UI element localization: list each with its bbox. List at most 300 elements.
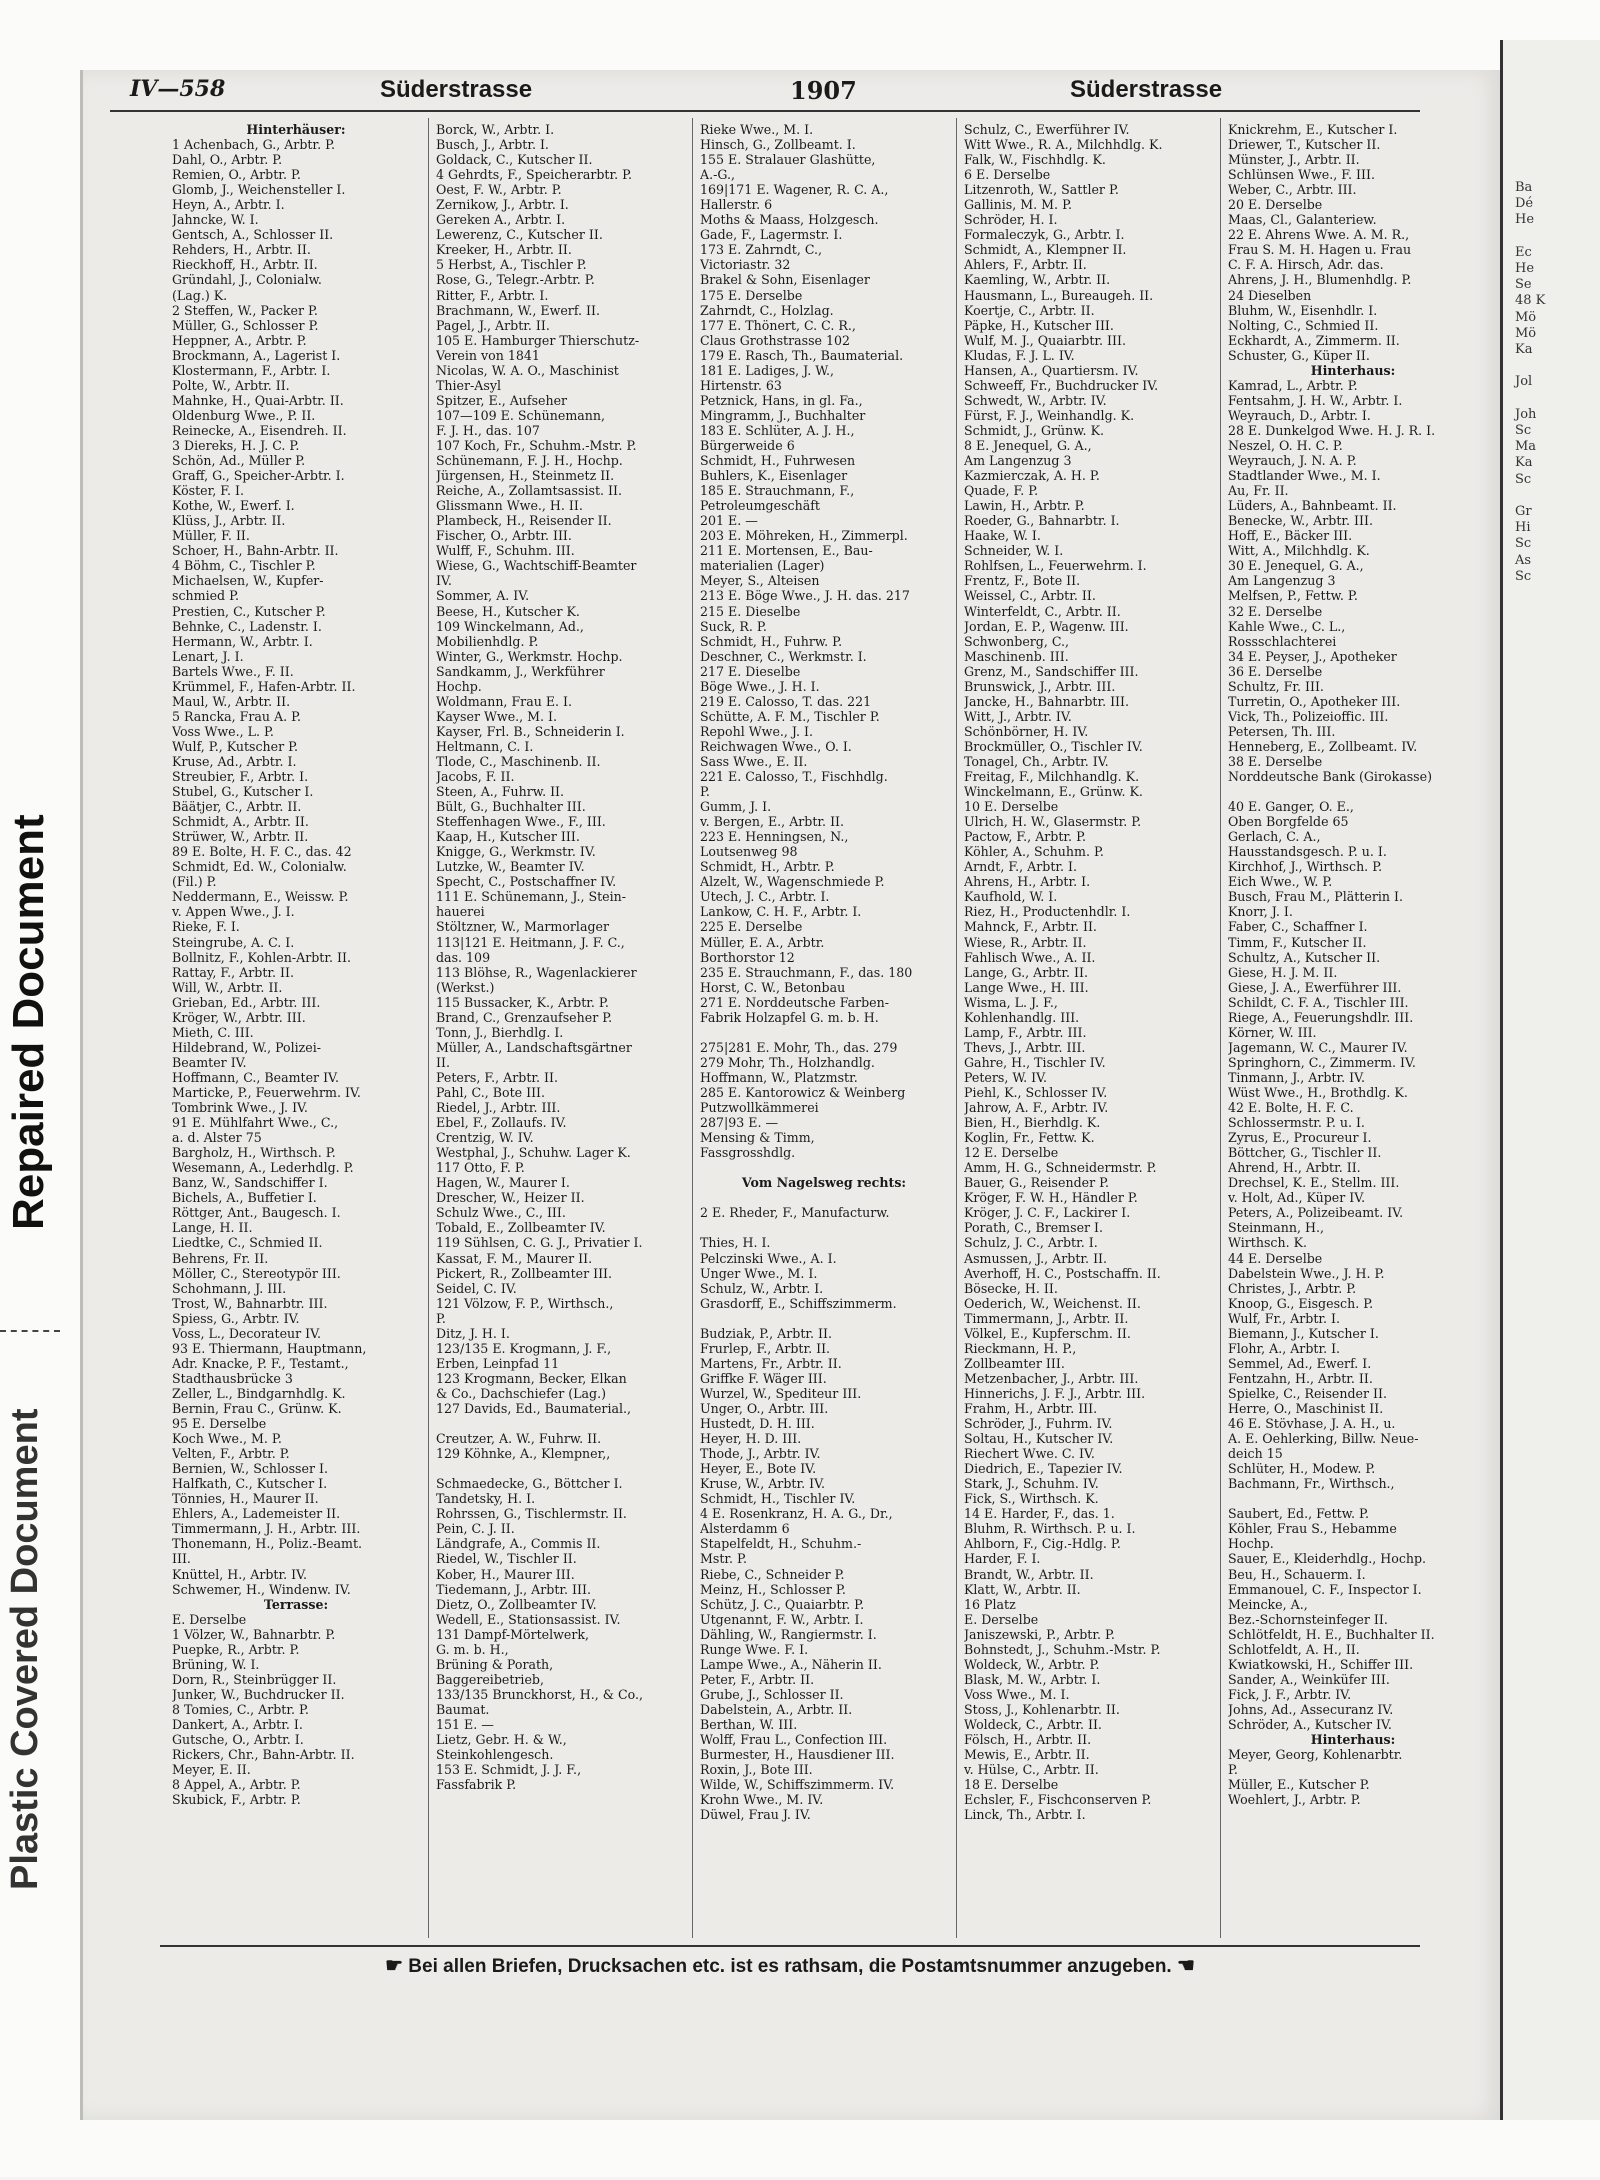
- directory-entry: 111 E. Schünemann, J., Stein-: [436, 889, 627, 905]
- directory-entry: Loutsenweg 98: [700, 844, 798, 860]
- directory-entry: Baumat.: [436, 1701, 490, 1717]
- directory-entry: Heppner, A., Arbtr. P.: [172, 332, 307, 348]
- directory-entry: Köhler, A., Schuhm. P.: [964, 844, 1104, 860]
- directory-entry: Wilde, W., Schiffszimmerm. IV.: [700, 1777, 895, 1793]
- directory-entry: Petroleumgeschäft: [700, 498, 820, 514]
- directory-column-1: [172, 122, 420, 1807]
- directory-entry: Klostermann, F., Arbtr. I.: [172, 362, 331, 378]
- directory-entry: Haake, W. I.: [964, 528, 1041, 544]
- directory-entry: Kassat, F. M., Maurer II.: [436, 1250, 593, 1266]
- directory-entry: Schlüter, H., Modew. P.: [1228, 1461, 1376, 1477]
- directory-entry: Winter, G., Werkmstr. Hochp.: [436, 648, 623, 664]
- adjacent-entry: Mö: [1515, 309, 1537, 325]
- directory-entry: Brakel & Sohn, Eisenlager: [700, 272, 870, 288]
- directory-entry: Knickrehm, E., Kutscher I.: [1228, 122, 1398, 137]
- pointing-hand-icon: ☚: [1177, 1955, 1195, 1977]
- directory-entry: Nicolas, W. A. O., Maschinist: [436, 362, 619, 378]
- page-footer: [160, 1945, 1420, 1978]
- directory-entry: 275|281 E. Mohr, Th., das. 279: [700, 1039, 898, 1055]
- directory-entry: Frahm, H., Arbtr. III.: [964, 1400, 1098, 1416]
- directory-entry: Wüst Wwe., H., Brothdlg. K.: [1228, 1085, 1408, 1100]
- directory-entry: Graff, G., Speicher-Arbtr. I.: [172, 468, 345, 484]
- directory-entry: Blask, M. W., Arbtr. I.: [964, 1671, 1101, 1687]
- directory-entry: 22 E. Ahrens Wwe. A. M. R.,: [1228, 227, 1410, 243]
- directory-entry: Kothe, W., Ewerf. I.: [172, 498, 295, 514]
- directory-entry: Ritter, F., Arbtr. I.: [436, 287, 549, 303]
- directory-entry: Dankert, A., Arbtr. I.: [172, 1716, 303, 1732]
- directory-entry: P.: [436, 1310, 446, 1326]
- directory-entry: 287|93 E. —: [700, 1115, 779, 1131]
- directory-entry: 179 E. Rasch, Th., Baumaterial.: [700, 347, 904, 363]
- directory-entry: Fassfabrik P.: [436, 1777, 517, 1793]
- directory-entry: Mingramm, J., Buchhalter: [700, 407, 866, 423]
- directory-entry: Polte, W., Arbtr. II.: [172, 377, 290, 393]
- directory-entry: Jagemann, W. C., Maurer IV.: [1228, 1039, 1408, 1055]
- directory-entry: Dahl, O., Arbtr. P.: [172, 152, 283, 168]
- directory-entry: 225 E. Derselbe: [700, 919, 803, 935]
- directory-entry: 8 Tomies, C., Arbtr. P.: [172, 1701, 309, 1717]
- directory-entry: Bernin, Frau C., Grünw. K.: [172, 1400, 342, 1416]
- directory-entry: Metzenbacher, J., Arbtr. III.: [964, 1370, 1139, 1386]
- directory-entry: Fentsahm, J. H. W., Arbtr. I.: [1228, 392, 1403, 408]
- directory-entry: Bartels Wwe., F. II.: [172, 663, 294, 679]
- directory-entry: Winckelmann, E., Grünw. K.: [964, 784, 1143, 800]
- directory-entry: Maas, Cl., Galanteriew.: [1228, 212, 1377, 228]
- directory-entry: Meyer, Georg, Kohlenarbtr.: [1228, 1747, 1403, 1763]
- directory-entry: 28 E. Dunkelgod Wwe. H. J. R. I.: [1228, 422, 1436, 438]
- directory-entry: Schröder, J., Fuhrm. IV.: [964, 1416, 1113, 1432]
- directory-entry: Lampe Wwe., A., Näherin II.: [700, 1656, 882, 1672]
- directory-entry: Busch, Frau M., Plätterin I.: [1228, 889, 1404, 905]
- directory-entry: Westphal, J., Schuhw. Lager K.: [436, 1145, 631, 1161]
- directory-entry: Thier-Asyl: [436, 377, 501, 393]
- street-title-right: Süderstrasse: [1070, 76, 1223, 103]
- divider: [0, 1330, 60, 1332]
- directory-entry: Schmaedecke, G., Böttcher I.: [436, 1476, 623, 1492]
- directory-entry: 4 Gehrdts, F., Speicherarbtr. P.: [436, 167, 633, 183]
- directory-entry: Müller, G., Schlosser P.: [172, 317, 319, 333]
- directory-entry: Beamter IV.: [172, 1054, 247, 1070]
- directory-entry: Hochp.: [436, 678, 482, 694]
- directory-entry: Unger Wwe., M. I.: [700, 1265, 818, 1281]
- directory-entry: Rickers, Chr., Bahn-Arbtr. II.: [172, 1747, 355, 1763]
- directory-entry: Riege, A., Feuerungshdlr. III.: [1228, 1009, 1414, 1025]
- directory-entry: Thode, J., Arbtr. IV.: [700, 1446, 821, 1462]
- directory-entry: Junker, W., Buchdrucker II.: [172, 1686, 345, 1702]
- directory-entry: 235 E. Strauchmann, F., das. 180: [700, 964, 913, 980]
- directory-entry: Hansen, A., Quartiersm. IV.: [964, 362, 1139, 378]
- directory-entry: Mahnke, H., Quai-Arbtr. II.: [172, 392, 344, 408]
- directory-entry: Tobald, E., Zollbeamter IV.: [436, 1220, 606, 1236]
- directory-entry: [700, 1160, 948, 1175]
- directory-entry: Bluhm, R. Wirthsch. P. u. I.: [964, 1521, 1136, 1537]
- directory-entry: 34 E. Peyser, J., Apotheker: [1228, 648, 1397, 664]
- directory-entry: Bösecke, H. II.: [964, 1280, 1058, 1296]
- directory-entry: 16 Platz: [964, 1596, 1016, 1612]
- directory-entry: Fick, J. F., Arbtr. IV.: [1228, 1686, 1352, 1702]
- directory-entry: Bohnstedt, J., Schuhm.-Mstr. P.: [964, 1641, 1161, 1657]
- directory-entry: Oederich, W., Weichenst. II.: [964, 1295, 1141, 1311]
- directory-entry: Will, W., Arbtr. II.: [172, 979, 283, 995]
- directory-entry: Oldenburg Wwe., P. II.: [172, 407, 316, 423]
- directory-entry: 8 Appel, A., Arbtr. P.: [172, 1777, 301, 1793]
- directory-entry: Saubert, Ed., Fettw. P.: [1228, 1506, 1369, 1522]
- directory-entry: Müller, A., Landschaftsgärtner: [436, 1039, 632, 1055]
- directory-entry: Jordan, E. P., Wagenw. III.: [964, 618, 1129, 634]
- directory-entry: Peters, F., Arbtr. II.: [436, 1069, 558, 1085]
- directory-entry: Schulz Wwe., C., III.: [436, 1205, 566, 1221]
- directory-entry: Petznick, Hans, in gl. Fa.,: [700, 392, 863, 408]
- directory-entry: Zyrus, E., Procureur I.: [1228, 1130, 1372, 1146]
- directory-entry: Schmidt, H., Tischler IV.: [700, 1491, 856, 1507]
- adjacent-entry: [1515, 358, 1600, 374]
- directory-entry: Utgenannt, F. W., Arbtr. I.: [700, 1611, 864, 1627]
- directory-entry: Borck, W., Arbtr. I.: [436, 122, 555, 137]
- directory-entry: Hinnerichs, J. F. J., Arbtr. III.: [964, 1385, 1146, 1401]
- directory-entry: Bäätjer, C., Arbtr. II.: [172, 799, 302, 815]
- directory-entry: Hinterhäuser:: [246, 122, 346, 137]
- directory-entry: 5 Herbst, A., Tischler P.: [436, 257, 587, 273]
- directory-entry: 89 E. Bolte, H. F. C., das. 42: [172, 844, 352, 860]
- directory-entry: 285 E. Kantorowicz & Weinberg: [700, 1085, 906, 1100]
- directory-entry: 18 E. Derselbe: [964, 1777, 1059, 1793]
- directory-entry: Schmidt, A., Klempner II.: [964, 242, 1127, 258]
- directory-entry: Amm, H. G., Schneidermstr. P.: [964, 1160, 1157, 1176]
- directory-entry: Päpke, H., Kutscher III.: [964, 317, 1114, 333]
- adjacent-entry: Ka: [1515, 455, 1533, 471]
- directory-entry: Schönbörner, H. IV.: [964, 723, 1089, 739]
- directory-entry: Ehlers, A., Lademeister II.: [172, 1506, 341, 1522]
- directory-entry: Dietz, O., Zollbeamter IV.: [436, 1596, 597, 1612]
- directory-entry: Kayser Wwe., M. I.: [436, 708, 558, 724]
- directory-entry: Soltau, H., Kutscher IV.: [964, 1431, 1114, 1447]
- directory-entry: 5 Rancka, Frau A. P.: [172, 708, 302, 724]
- directory-entry: 223 E. Henningsen, N.,: [700, 829, 849, 845]
- directory-entry: Weissel, C., Arbtr. II.: [964, 588, 1096, 604]
- directory-entry: Voss, L., Decorateur IV.: [172, 1325, 322, 1341]
- directory-entry: Schultz, Fr. III.: [1228, 678, 1324, 694]
- directory-entry: Ebel, F., Zollaufs. IV.: [436, 1115, 567, 1131]
- directory-entry: Bernien, W., Schlosser I.: [172, 1461, 328, 1477]
- adjacent-entry: [1515, 229, 1600, 245]
- directory-entry: Hermann, W., Arbtr. I.: [172, 633, 313, 649]
- directory-entry: Piehl, K., Schlosser IV.: [964, 1085, 1108, 1100]
- directory-entry: 14 E. Harder, F., das. 1.: [964, 1506, 1115, 1522]
- directory-entry: Fabrik Holzapfel G. m. b. H.: [700, 1009, 879, 1025]
- directory-entry: a. d. Alster 75: [172, 1130, 262, 1146]
- directory-entry: Driewer, T., Kutscher II.: [1228, 137, 1381, 153]
- directory-entry: [700, 1311, 948, 1326]
- directory-entry: Melfsen, P., Fettw. P.: [1228, 588, 1358, 604]
- directory-entry: 12 E. Derselbe: [964, 1145, 1059, 1161]
- directory-entry: Wisma, L. J. F.,: [964, 994, 1058, 1010]
- directory-entry: Gutsche, O., Arbtr. I.: [172, 1732, 304, 1748]
- directory-entry: Hausmann, L., Bureaugeh. II.: [964, 287, 1154, 303]
- directory-entry: Bargholz, H., Wirthsch. P.: [172, 1145, 336, 1161]
- directory-entry: 271 E. Norddeutsche Farben-: [700, 994, 889, 1010]
- directory-entry: Voss Wwe., M. I.: [964, 1686, 1070, 1702]
- directory-entry: Schön, Ad., Müller P.: [172, 453, 306, 469]
- directory-entry: Gerlach, C. A.,: [1228, 829, 1321, 845]
- directory-entry: Am Langenzug 3: [1228, 573, 1336, 589]
- directory-entry: A.-G.,: [700, 167, 735, 183]
- directory-entry: Dorn, R., Steinbrügger II.: [172, 1671, 337, 1687]
- directory-entry: 109 Winckelmann, Ad.,: [436, 618, 584, 634]
- directory-entry: Formaleczyk, G., Arbtr. I.: [964, 227, 1125, 243]
- directory-entry: Heyer, H. D. III.: [700, 1431, 802, 1447]
- directory-entry: Schlünsen Wwe., F. III.: [1228, 167, 1375, 183]
- directory-entry: Ahrens, J. H., Blumenhdlg. P.: [1228, 272, 1412, 288]
- directory-entry: 1 Völzer, W., Bahnarbtr. P.: [172, 1626, 336, 1642]
- directory-entry: Schuster, G., Küper II.: [1228, 347, 1370, 363]
- directory-entry: Schmidt, Ed. W., Colonialw.: [172, 859, 347, 875]
- directory-entry: Ahrend, H., Arbtr. II.: [1228, 1160, 1361, 1176]
- directory-entry: Thonemann, H., Poliz.-Beamt.: [172, 1536, 363, 1552]
- directory-entry: Herre, O., Maschinist II.: [1228, 1400, 1384, 1416]
- directory-entry: Weyrauch, J. N. A. P.: [1228, 453, 1357, 469]
- directory-entry: F. J. H., das. 107: [436, 422, 540, 438]
- directory-entry: Winterfeldt, C., Arbtr. II.: [964, 603, 1121, 619]
- directory-entry: Faber, C., Schaffner I.: [1228, 919, 1368, 935]
- directory-entry: Münster, J., Arbtr. II.: [1228, 152, 1360, 168]
- directory-entry: Banz, W., Sandschiffer I.: [172, 1175, 328, 1191]
- directory-entry: Kayser, Frl. B., Schneiderin I.: [436, 723, 625, 739]
- directory-entry: Lamp, F., Arbtr. III.: [964, 1024, 1087, 1040]
- directory-entry: Lange, G., Arbtr. II.: [964, 964, 1088, 980]
- directory-entry: Möller, C., Stereotypör III.: [172, 1265, 341, 1281]
- directory-entry: Bollnitz, F., Kohlen-Arbtr. II.: [172, 949, 351, 965]
- column-divider: [956, 118, 957, 1938]
- directory-entry: Pahl, C., Bote III.: [436, 1085, 546, 1100]
- directory-entry: Spiess, G., Arbtr. IV.: [172, 1310, 300, 1326]
- directory-entry: Jahrow, A. F., Arbtr. IV.: [964, 1100, 1109, 1116]
- directory-entry: Schneider, W. I.: [964, 543, 1064, 559]
- directory-entry: Rose, G., Telegr.-Arbtr. P.: [436, 272, 595, 288]
- directory-entry: Gründahl, J., Colonialw.: [172, 272, 322, 288]
- directory-entry: Budziak, P., Arbtr. II.: [700, 1325, 832, 1341]
- directory-entry: Rohlfsen, L., Feuerwehrm. I.: [964, 558, 1147, 574]
- directory-entry: Schwemer, H., Windenw. IV.: [172, 1581, 351, 1597]
- directory-entry: Gentsch, A., Schlosser II.: [172, 227, 334, 243]
- directory-entry: 38 E. Derselbe: [1228, 753, 1323, 769]
- directory-entry: Baggereibetrieb,: [436, 1671, 544, 1687]
- directory-entry: Skubick, F., Arbtr. P.: [172, 1792, 301, 1808]
- directory-entry: Schlossermstr. P. u. I.: [1228, 1115, 1365, 1131]
- directory-entry: Behnke, C., Ladenstr. I.: [172, 618, 322, 634]
- adjacent-entry: [1515, 488, 1600, 504]
- directory-entry: Reiche, A., Zollamtsassist. II.: [436, 483, 622, 499]
- adjacent-entry: Sc: [1515, 568, 1532, 584]
- directory-entry: Roxin, J., Bote III.: [700, 1762, 813, 1778]
- directory-entry: 215 E. Dieselbe: [700, 603, 801, 619]
- directory-entry: Victoriastr. 32: [700, 257, 791, 273]
- directory-entry: (Werkst.): [436, 979, 495, 995]
- directory-entry: Maschinenb. III.: [964, 648, 1069, 664]
- directory-entry: Grenz, M., Sandschiffer III.: [964, 663, 1139, 679]
- directory-entry: Bez.-Schornsteinfeger II.: [1228, 1611, 1388, 1627]
- directory-entry: 155 E. Stralauer Glashütte,: [700, 152, 876, 168]
- directory-entry: Glomb, J., Weichensteller I.: [172, 182, 346, 198]
- directory-entry: Hirtenstr. 63: [700, 377, 782, 393]
- directory-entry: Wiese, R., Arbtr. II.: [964, 934, 1087, 950]
- directory-entry: Röttger, Ant., Baugesch. I.: [172, 1205, 341, 1221]
- directory-entry: Spitzer, E., Aufseher: [436, 392, 568, 408]
- directory-entry: Goldack, C., Kutscher II.: [436, 152, 593, 168]
- directory-entry: Giese, J. A., Ewerführer III.: [1228, 979, 1402, 995]
- directory-entry: Woldeck, W., Arbtr. P.: [964, 1656, 1100, 1672]
- directory-entry: Schohmann, J. III.: [172, 1280, 287, 1296]
- directory-entry: Kohlenhandlg. III.: [964, 1009, 1080, 1025]
- directory-entry: Borthorstor 12: [700, 949, 795, 965]
- directory-entry: Fentzahn, H., Arbtr. II.: [1228, 1370, 1373, 1386]
- directory-entry: Fölsch, H., Arbtr. II.: [964, 1732, 1092, 1748]
- directory-entry: Riedel, J., Arbtr. III.: [436, 1100, 561, 1116]
- directory-entry: Meyer, S., Alteisen: [700, 573, 820, 589]
- directory-entry: Bien, H., Bierhdlg. K.: [964, 1115, 1101, 1131]
- directory-entry: Schlotfeldt, A. H., II.: [1228, 1641, 1360, 1657]
- directory-entry: 117 Otto, F. P.: [436, 1160, 525, 1176]
- directory-entry: C. F. A. Hirsch, Adr. das.: [1228, 257, 1384, 273]
- directory-entry: materialien (Lager): [700, 558, 825, 574]
- directory-entry: Adr. Knacke, P. F., Testamt.,: [172, 1355, 349, 1371]
- directory-entry: 121 Völzow, F. P., Wirthsch.,: [436, 1295, 614, 1311]
- directory-entry: Bürgerweide 6: [700, 437, 795, 453]
- directory-entry: Lawin, H., Arbtr. P.: [964, 498, 1085, 514]
- directory-entry: Lenart, J. I.: [172, 648, 244, 664]
- directory-entry: 127 Davids, Ed., Baumaterial.,: [436, 1400, 632, 1416]
- directory-entry: Brockmüller, O., Tischler IV.: [964, 738, 1143, 754]
- directory-entry: Wulf, P., Kutscher P.: [172, 738, 299, 754]
- directory-entry: Hoffmann, W., Platzmstr.: [700, 1069, 858, 1085]
- directory-entry: Remien, O., Arbtr. P.: [172, 167, 301, 183]
- directory-entry: Mstr. P.: [700, 1551, 747, 1567]
- directory-entry: Schulz, J. C., Arbtr. I.: [964, 1235, 1098, 1251]
- directory-entry: Tonagel, Ch., Arbtr. IV.: [964, 753, 1109, 769]
- directory-entry: 46 E. Stövhase, J. A. H., u.: [1228, 1416, 1396, 1432]
- directory-entry: Petersen, Th. III.: [1228, 723, 1336, 739]
- directory-entry: Reichwagen Wwe., O. I.: [700, 738, 852, 754]
- directory-entry: Averhoff, H. C., Postschaffn. II.: [964, 1265, 1161, 1281]
- adjacent-entry: Joh: [1515, 406, 1537, 422]
- directory-entry: 93 E. Thiermann, Hauptmann,: [172, 1340, 367, 1356]
- directory-entry: 8 E. Jenequel, G. A.,: [964, 437, 1092, 453]
- adjacent-entry: He: [1515, 261, 1535, 277]
- directory-entry: 113 Blöhse, R., Wagenlackierer: [436, 964, 637, 980]
- directory-entry: Weyrauch, D., Arbtr. I.: [1228, 407, 1371, 423]
- directory-entry: 105 E. Hamburger Thierschutz-: [436, 332, 640, 348]
- directory-entry: Rieckhoff, H., Arbtr. II.: [172, 257, 318, 273]
- adjacent-entry: Ka: [1515, 342, 1533, 358]
- directory-entry: Meinz, H., Schlosser P.: [700, 1581, 846, 1597]
- directory-entry: Jahncke, W. I.: [172, 212, 259, 228]
- page-header: [110, 70, 1420, 112]
- directory-entry: Klatt, W., Arbtr. II.: [964, 1581, 1081, 1597]
- directory-entry: Müller, F. II.: [172, 528, 250, 544]
- directory-entry: Bachmann, Fr., Wirthsch.,: [1228, 1476, 1395, 1492]
- directory-entry: Peters, W. IV.: [964, 1069, 1047, 1085]
- directory-entry: Brandt, W., Arbtr. II.: [964, 1566, 1094, 1582]
- directory-entry: Krümmel, F., Hafen-Arbtr. II.: [172, 678, 356, 694]
- directory-entry: Peter, F., Arbtr. II.: [700, 1671, 815, 1687]
- directory-entry: Mieth, C. III.: [172, 1024, 254, 1040]
- directory-entry: Fahlisch Wwe., A. II.: [964, 949, 1096, 965]
- directory-entry: 221 E. Calosso, T., Fischhdlg.: [700, 769, 888, 785]
- directory-entry: Au, Fr. II.: [1228, 483, 1289, 499]
- pointing-hand-icon: ☛: [385, 1955, 403, 1977]
- directory-entry: v. Hülse, C., Arbtr. II.: [964, 1762, 1099, 1778]
- directory-entry: Stoss, J., Kohlenarbtr. II.: [964, 1701, 1120, 1717]
- directory-entry: Hoff, E., Bäcker III.: [1228, 528, 1353, 544]
- directory-entry: Voss Wwe., L. P.: [172, 723, 274, 739]
- directory-entry: Koglin, Fr., Fettw. K.: [964, 1130, 1095, 1146]
- directory-entry: Suck, R. P.: [700, 618, 767, 634]
- directory-entry: Grasdorff, E., Schiffszimmerm.: [700, 1295, 897, 1311]
- directory-entry: Norddeutsche Bank (Girokasse): [1228, 769, 1432, 785]
- plastic-covered-label: Plastic Covered Document: [4, 1408, 46, 1890]
- directory-entry: 133/135 Brunckhorst, H., & Co.,: [436, 1686, 643, 1702]
- directory-entry: Hinterhaus:: [1310, 1732, 1396, 1748]
- directory-entry: Vick, Th., Polizeioffic. III.: [1228, 708, 1389, 724]
- adjacent-entry: Se: [1515, 277, 1532, 293]
- directory-entry: Lietz, Gebr. H. & W.,: [436, 1732, 567, 1748]
- directory-entry: Harder, F. I.: [964, 1551, 1041, 1567]
- directory-entry: Stadtlander Wwe., M. I.: [1228, 468, 1381, 484]
- directory-entry: Mewis, E., Arbtr. II.: [964, 1747, 1090, 1763]
- directory-column-2: [436, 122, 684, 1792]
- directory-entry: Flohr, A., Arbtr. I.: [1228, 1340, 1341, 1356]
- directory-column-3: [700, 122, 948, 1822]
- directory-entry: Glissmann Wwe., H. II.: [436, 498, 583, 514]
- directory-entry: 6 E. Derselbe: [964, 167, 1051, 183]
- directory-entry: Jacobs, F. II.: [436, 769, 515, 785]
- directory-entry: Jancke, H., Bahnarbtr. III.: [964, 693, 1130, 709]
- directory-entry: Kreeker, H., Arbtr. II.: [436, 242, 572, 258]
- directory-entry: Maul, W., Arbtr. II.: [172, 693, 291, 709]
- directory-entry: Stubel, G., Kutscher I.: [172, 784, 314, 800]
- directory-entry: Riechert Wwe. C. IV.: [964, 1446, 1095, 1462]
- directory-entry: Hochp.: [1228, 1536, 1274, 1552]
- directory-entry: Asmussen, J., Arbtr. II.: [964, 1250, 1108, 1266]
- directory-entry: G. m. b. H.,: [436, 1641, 509, 1657]
- directory-entry: Thevs, J., Arbtr. III.: [964, 1039, 1086, 1055]
- directory-entry: Pagel, J., Arbtr. II.: [436, 317, 550, 333]
- directory-entry: Halfkath, C., Kutscher I.: [172, 1476, 328, 1492]
- directory-entry: Am Langenzug 3: [964, 453, 1072, 469]
- directory-entry: Ditz, J. H. I.: [436, 1325, 510, 1341]
- directory-entry: Springhorn, C., Zimmerm. IV.: [1228, 1054, 1416, 1070]
- directory-entry: Linck, Th., Arbtr. I.: [964, 1807, 1086, 1823]
- directory-entry: Creutzer, A. W., Fuhrw. II.: [436, 1431, 602, 1447]
- directory-entry: Koertje, C., Arbtr. II.: [964, 302, 1095, 318]
- directory-entry: 183 E. Schlüter, A. J. H.,: [700, 422, 855, 438]
- page-number: IV—558: [130, 76, 226, 102]
- directory-entry: Grieban, Ed., Arbtr. III.: [172, 994, 321, 1010]
- directory-entry: Kahle Wwe., C. L.,: [1228, 618, 1346, 634]
- street-title-left: Süderstrasse: [380, 76, 533, 103]
- directory-entry: Seidel, C. IV.: [436, 1280, 517, 1296]
- adjacent-entry: Ma: [1515, 439, 1537, 455]
- directory-entry: Wedell, E., Stationsassist. IV.: [436, 1611, 621, 1627]
- directory-entry: Hinterhaus:: [1310, 362, 1396, 378]
- directory-entry: Berthan, W. III.: [700, 1716, 798, 1732]
- directory-entry: Christes, J., Arbtr. P.: [1228, 1280, 1357, 1296]
- repaired-document-label: Repaired Document: [4, 814, 53, 1230]
- directory-entry: P.: [1228, 1762, 1238, 1778]
- directory-entry: Schulz, W., Arbtr. I.: [700, 1280, 824, 1296]
- directory-entry: 185 E. Strauchmann, F.,: [700, 483, 855, 499]
- directory-entry: Grube, J., Schlosser II.: [700, 1686, 844, 1702]
- directory-entry: Steinkohlengesch.: [436, 1747, 554, 1763]
